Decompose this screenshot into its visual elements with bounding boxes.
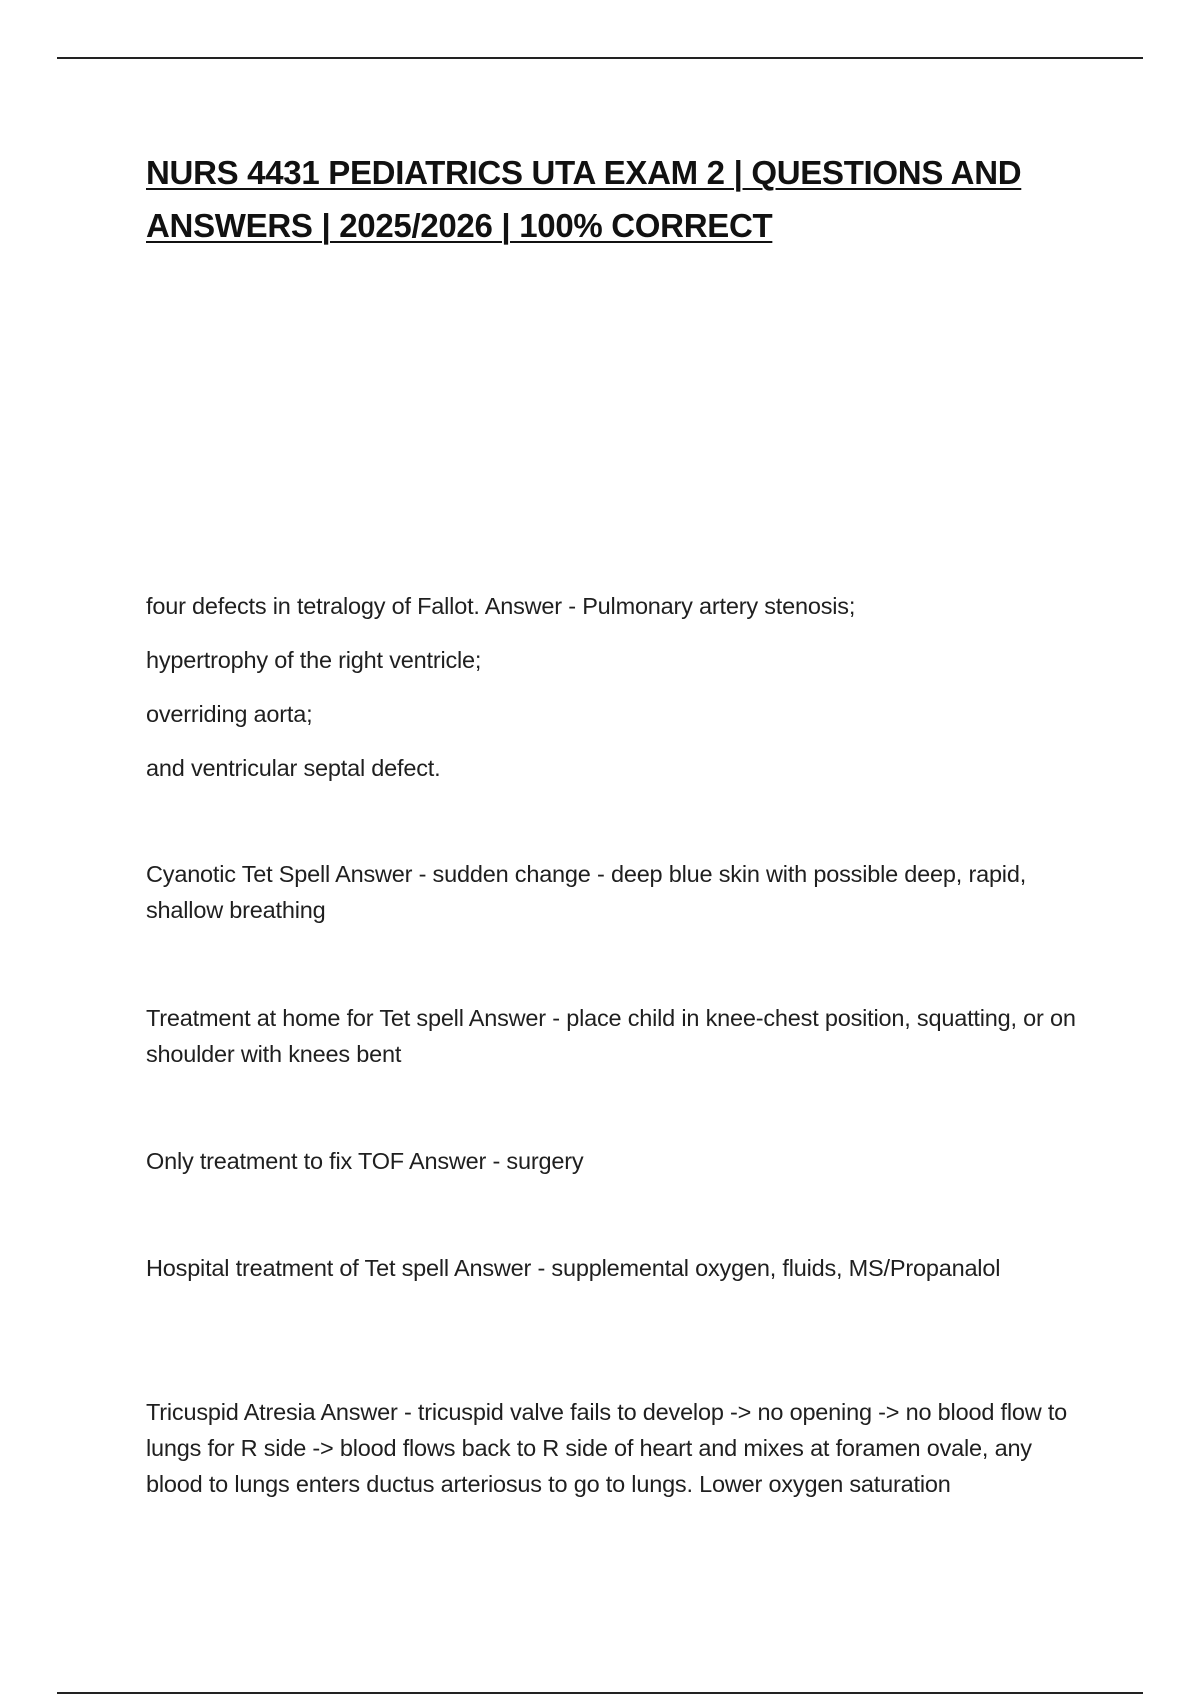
document-title: NURS 4431 PEDIATRICS UTA EXAM 2 | QUESTIONS AND ANSWERS | 2025/2026 | 100% CORRECT	[146, 154, 1022, 244]
paragraph-tof-defects: four defects in tetralogy of Fallot. Answer - Pulmonary artery stenosis;	[146, 593, 856, 619]
paragraph-hospital-treatment: Hospital treatment of Tet spell Answer - supplemental oxygen, fluids, MS/Propanalol	[146, 1255, 1001, 1281]
paragraph-home-treatment: Treatment at home for Tet spell Answer - place child in knee-chest position, squatting, or on shoulder with knees bent	[146, 1005, 1076, 1067]
paragraph-tof-aorta: overriding aorta;	[146, 701, 313, 727]
bottom-rule	[57, 1692, 1143, 1694]
paragraph-tof-hypertrophy: hypertrophy of the right ventricle;	[146, 647, 482, 673]
paragraph-cyanotic-tet-spell: Cyanotic Tet Spell Answer - sudden change - deep blue skin with possible deep, rapid, shallow breathing	[146, 861, 1027, 923]
paragraph-tof-vsd: and ventricular septal defect.	[146, 755, 441, 781]
paragraph-tricuspid-atresia: Tricuspid Atresia Answer - tricuspid valve fails to develop -> no opening -> no blood flow to lungs for R side -> blood flows back to R side of heart and mixes at foramen ovale, any blood to lungs enters ductus arteriosus to go to lungs. Lower oxygen saturation	[146, 1399, 1068, 1497]
top-rule	[57, 57, 1143, 59]
paragraph-tof-surgery: Only treatment to fix TOF Answer - surgery	[146, 1148, 584, 1174]
